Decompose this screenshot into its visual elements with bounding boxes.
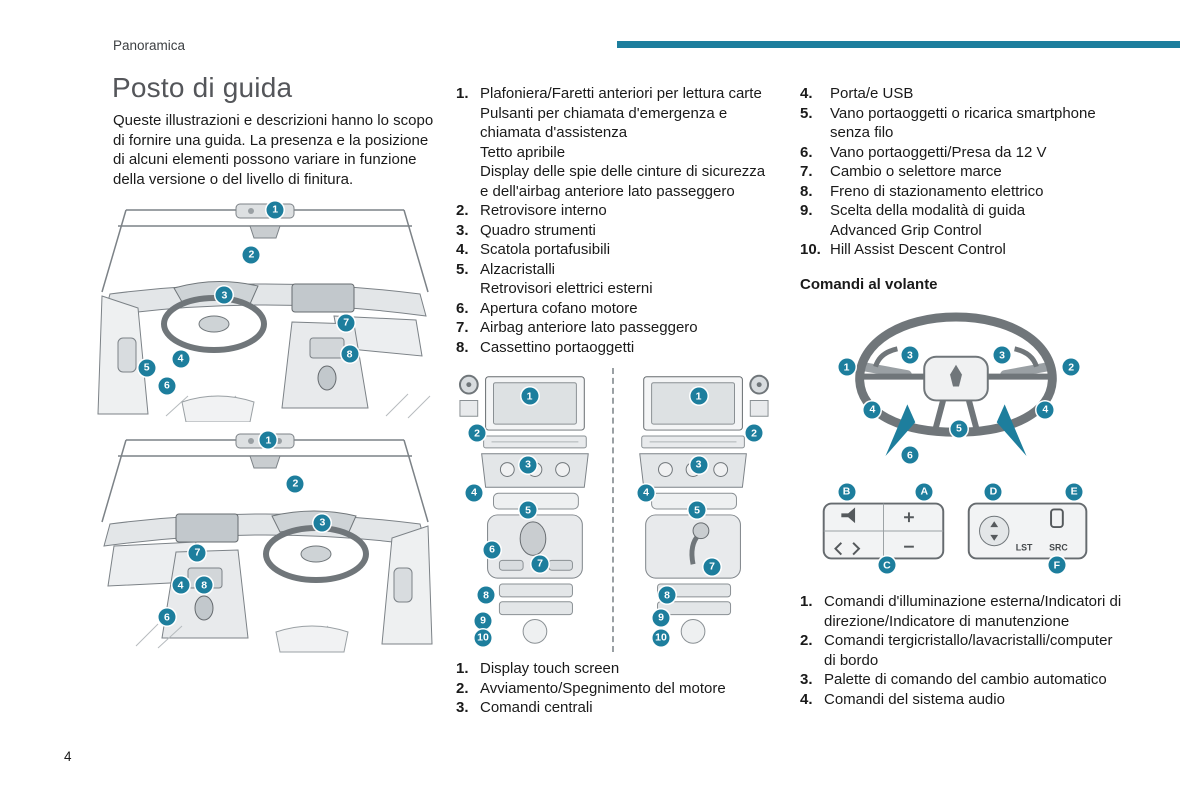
list-item-number: 6. — [456, 299, 469, 317]
list-item-text: Scatola portafusibili — [480, 241, 611, 258]
console-figures — [456, 368, 772, 652]
list-item-text: Comandi d'illuminazione esterna/Indicatori di direzione/Indicatore di manutenzione — [824, 593, 1122, 630]
scroll-pad-icon — [980, 516, 1009, 545]
steering-controls-list — [800, 592, 1122, 709]
callout-badge-4: 4 — [1037, 401, 1054, 418]
callout-badge-2: 2 — [287, 475, 304, 492]
callout-badge-5: 5 — [138, 359, 155, 376]
figure-divider — [612, 368, 614, 652]
list-item-number: 5. — [800, 104, 813, 122]
list-item — [456, 338, 776, 358]
list-item — [456, 240, 776, 260]
list-item-number: 8. — [456, 338, 469, 356]
callout-badge-3: 3 — [901, 347, 918, 364]
list-item — [800, 182, 1118, 202]
list-item-text: Vano portaoggetti o ricarica smartphone senza filo — [830, 104, 1096, 141]
section-header: Panoramica — [113, 38, 186, 53]
dashboard-rhd-illustration — [96, 424, 434, 654]
touchscreen-icon — [176, 514, 238, 542]
drive-mode-icon — [499, 602, 572, 615]
callout-badge-5: 5 — [689, 502, 706, 519]
dashboard-lhd-illustration — [96, 196, 434, 422]
list-item-number: 3. — [456, 699, 469, 716]
list-item-number: 2. — [456, 202, 469, 219]
callout-badge-B: B — [838, 483, 855, 500]
list-item — [456, 221, 776, 241]
callout-badge-C: C — [878, 557, 895, 574]
callout-badge-2: 2 — [746, 425, 763, 442]
callout-badge-10: 10 — [475, 629, 492, 646]
parking-brake-icon — [499, 584, 572, 597]
left-stalk-icon — [864, 367, 908, 375]
list-item-number: 10. — [800, 241, 821, 258]
console-items-list — [456, 659, 776, 718]
list-item-text: Freno di stazionamento elettrico — [830, 182, 1044, 200]
right-stalk-icon — [1005, 367, 1049, 375]
callout-badge-5: 5 — [950, 420, 967, 437]
callout-badge-8: 8 — [341, 346, 358, 363]
list-item-number: 1. — [456, 85, 469, 102]
list-item — [456, 260, 776, 299]
callout-badge-A: A — [916, 483, 933, 500]
list-item-text: Scelta della modalità di guida Advanced Grip Control — [830, 202, 1026, 239]
right-paddle-icon — [1015, 349, 1037, 367]
list-item-number: 2. — [800, 632, 813, 649]
list-item-text: Display touch screen — [480, 660, 620, 677]
list-item-number: 9. — [800, 202, 813, 219]
seat-icon — [182, 396, 254, 422]
list-item-text: Airbag anteriore lato passeggero — [480, 319, 698, 336]
touchscreen-icon — [292, 284, 354, 312]
list-item — [456, 299, 776, 319]
list-item-text: Quadro strumenti — [480, 221, 596, 239]
list-item-text: Hill Assist Descent Control — [830, 241, 1006, 258]
gear-knob-icon — [318, 366, 336, 390]
list-item-text: Comandi tergicristallo/lavacristalli/computer di bordo — [824, 632, 1113, 669]
rearview-mirror-icon — [250, 456, 280, 468]
callout-badge-3: 3 — [314, 514, 331, 531]
list-item-number: 4. — [800, 85, 813, 102]
callout-badge-4: 4 — [172, 577, 189, 594]
callout-badge-5: 5 — [520, 502, 537, 519]
callout-badge-D: D — [985, 483, 1002, 500]
list-item — [456, 679, 776, 699]
list-item-number: 4. — [456, 241, 469, 258]
list-item — [800, 240, 1118, 260]
lst-button-label: LST — [1015, 542, 1033, 553]
callout-badge-3: 3 — [690, 456, 707, 473]
console-lhd-figure — [456, 368, 606, 652]
callout-badge-8: 8 — [196, 577, 213, 594]
callout-badge-1: 1 — [690, 388, 707, 405]
window-controls-icon — [394, 568, 412, 602]
callout-badge-4: 4 — [864, 401, 881, 418]
dashboard-rhd-figure — [96, 424, 434, 654]
list-item-text: Comandi del sistema audio — [824, 690, 1005, 708]
window-controls-icon — [118, 338, 136, 372]
steering-controls-heading: Comandi al volante — [800, 276, 938, 293]
list-item — [800, 201, 1118, 240]
gear-selector-icon — [520, 522, 546, 556]
list-item — [800, 631, 1122, 670]
callout-badge-3: 3 — [994, 347, 1011, 364]
seat-icon — [276, 626, 348, 652]
callout-badge-E: E — [1066, 483, 1083, 500]
intro-paragraph: Queste illustrazioni e descrizioni hanno lo scopo di fornire una guida. La presenza e la posizione di alcuni elementi possono variare in funzione della versione o del livello di finitura. — [113, 112, 434, 188]
callout-badge-F: F — [1048, 557, 1065, 574]
list-item-number: 4. — [800, 690, 813, 708]
callout-badge-9: 9 — [653, 609, 670, 626]
list-item — [800, 104, 1118, 143]
list-item — [800, 143, 1118, 163]
list-item-text: Cambio o selettore marce — [830, 163, 1002, 180]
cupholder-icon — [523, 620, 547, 644]
callout-badge-7: 7 — [338, 314, 355, 331]
left-paddle-icon — [876, 349, 898, 367]
list-item — [456, 318, 776, 338]
callout-badge-2: 2 — [243, 246, 260, 263]
list-item-text: Avviamento/Spegnimento del motore — [480, 679, 726, 697]
steering-wheel-figure — [812, 304, 1100, 480]
list-item-text: Apertura cofano motore — [480, 299, 638, 317]
list-item-number: 2. — [456, 679, 469, 697]
callout-badge-8: 8 — [659, 587, 676, 604]
callout-badge-1: 1 — [260, 432, 277, 449]
callout-badge-2: 2 — [1063, 359, 1080, 376]
list-item-number: 1. — [800, 593, 813, 610]
list-item-text: Plafoniera/Faretti anteriori per lettura carte Pulsanti per chiamata d'emergenza e chiamata d'assistenza Tetto apribile Display delle spie delle cinture di sicurezza e dell'airbag anteriore lato passeggero — [480, 85, 766, 200]
list-item-text: Alzacristalli Retrovisori elettrici esterni — [480, 260, 653, 297]
callout-badge-3: 3 — [216, 287, 233, 304]
list-item-number: 3. — [456, 221, 469, 239]
page-number: 4 — [64, 749, 72, 764]
list-item-text: Vano portaoggetti/Presa da 12 V — [830, 143, 1047, 161]
callout-badge-4: 4 — [466, 484, 483, 501]
list-item-text: Palette di comando del cambio automatico — [824, 671, 1107, 688]
console-rhd-figure — [622, 368, 772, 652]
callout-badge-10: 10 — [653, 629, 670, 646]
list-item-number: 7. — [800, 163, 813, 180]
list-item — [456, 201, 776, 221]
dashboard-items-list — [456, 84, 776, 357]
list-item-number: 1. — [456, 660, 469, 677]
callout-badge-7: 7 — [704, 558, 721, 575]
center-console-icon — [282, 322, 368, 408]
list-item-number: 8. — [800, 182, 813, 200]
drive-mode-icon — [658, 602, 731, 615]
callout-badge-6: 6 — [901, 447, 918, 464]
callout-badge-4: 4 — [638, 484, 655, 501]
callout-badge-9: 9 — [475, 612, 492, 629]
list-item-text: Porta/e USB — [830, 85, 914, 102]
list-item-number: 3. — [800, 671, 813, 688]
callout-badge-7: 7 — [532, 555, 549, 572]
callout-badge-1: 1 — [521, 388, 538, 405]
callout-badge-2: 2 — [469, 425, 486, 442]
list-item — [800, 84, 1118, 104]
list-item — [456, 84, 776, 201]
steering-wheel-illustration — [812, 304, 1100, 480]
list-item-number: 5. — [456, 260, 469, 278]
list-item — [800, 592, 1122, 631]
side-vent-icon — [750, 400, 768, 416]
stalk-controls-figure — [812, 482, 1100, 580]
gear-knob-icon — [195, 596, 213, 620]
list-item-text: Retrovisore interno — [480, 202, 607, 219]
callout-badge-8: 8 — [478, 587, 495, 604]
list-item-number: 7. — [456, 319, 469, 336]
callout-badge-6: 6 — [158, 377, 175, 394]
callout-badge-6: 6 — [484, 541, 501, 558]
callout-badge-1: 1 — [838, 359, 855, 376]
callout-badge-6: 6 — [158, 609, 175, 626]
list-item — [800, 670, 1122, 690]
list-item — [800, 162, 1118, 182]
side-vent-icon — [460, 400, 478, 416]
header-accent-bar — [617, 41, 1180, 48]
list-item-text: Comandi centrali — [480, 699, 593, 716]
console-items-list-continued — [800, 84, 1118, 260]
list-item — [456, 698, 776, 718]
center-console-icon — [162, 550, 248, 638]
list-item — [456, 659, 776, 679]
callout-badge-1: 1 — [267, 201, 284, 218]
dashboard-lhd-figure — [96, 196, 434, 422]
cupholder-icon — [681, 620, 705, 644]
page-title: Posto di guida — [112, 72, 293, 103]
callout-badge-7: 7 — [189, 544, 206, 561]
callout-badge-4: 4 — [172, 350, 189, 367]
list-item — [800, 690, 1122, 710]
src-button-label: SRC — [1049, 542, 1068, 553]
rearview-mirror-icon — [250, 226, 280, 238]
callout-badge-3: 3 — [520, 456, 537, 473]
list-item-number: 6. — [800, 143, 813, 161]
list-item-text: Cassettino portaoggetti — [480, 338, 635, 356]
overhead-console-icon — [236, 204, 294, 218]
